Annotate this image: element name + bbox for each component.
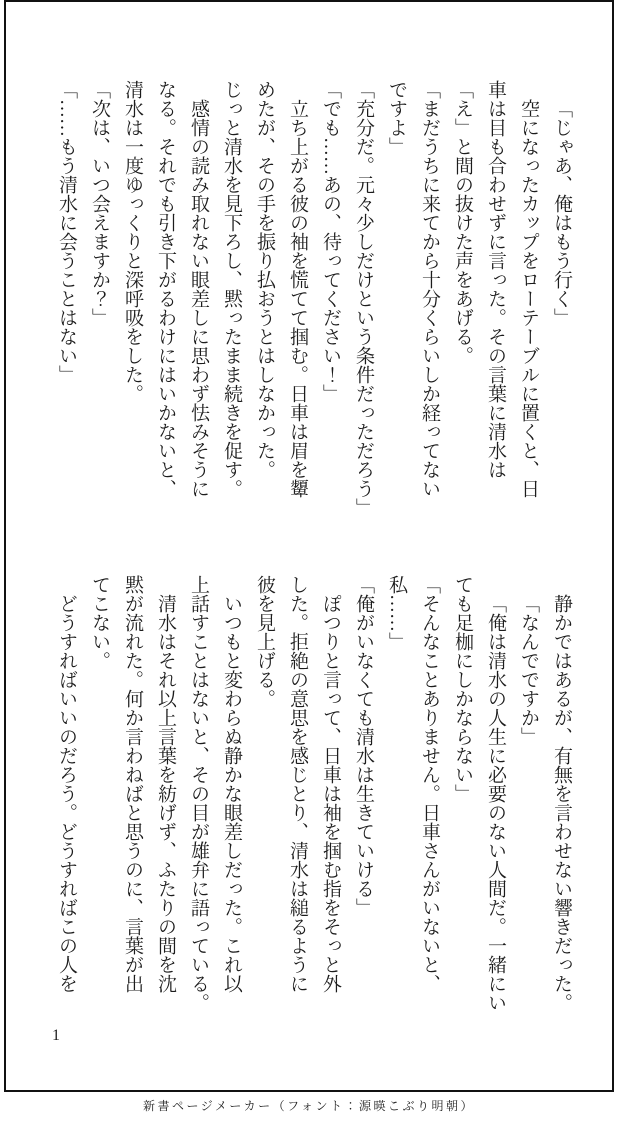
text-line: ですよ」: [386, 80, 407, 156]
text-line: 「じゃあ、俺はもう行く」: [551, 99, 572, 327]
text-line: ても足枷にしかならない」: [452, 575, 473, 803]
text-line: 感情の読み取れない眼差しに思わず怯みそうに: [188, 99, 209, 498]
text-line: 「……もう清水に会うことはない」: [56, 80, 77, 384]
text-line: 「え」と間の抜けた声をあげる。: [452, 80, 473, 365]
text-line: 車は目も合わせずに言った。その言葉に清水は: [485, 80, 506, 479]
text-line: 私……」: [386, 575, 407, 651]
text-band-bottom: [50, 575, 578, 1012]
text-line: 「なんでですか」: [518, 594, 539, 746]
text-line: した。拒絶の意思を感じとり、清水は縋るように: [287, 575, 308, 993]
text-line: めたが、その手を振り払おうとはしなかった。: [254, 80, 275, 479]
text-line: てこない。: [89, 575, 110, 670]
text-line: じっと清水を見下ろし、黙ったまま続きを促す。: [221, 80, 242, 498]
text-line: なる。それでも引き下がるわけにはいかないと、: [155, 80, 176, 498]
text-line: 「俺がいなくても清水は生きていける」: [353, 575, 374, 917]
text-line: 「そんなことありません。日車さんがいないと、: [419, 575, 440, 993]
text-line: 「次は、いつ会えますか？」: [89, 80, 110, 327]
page-number: 1: [52, 1027, 60, 1044]
text-line: 「でも……あの、待ってください！」: [320, 80, 341, 403]
text-line: ぽつりと言って、日車は袖を掴む指をそっと外: [320, 594, 341, 993]
text-line: 立ち上がる彼の袖を慌てて掴む。日車は眉を顰: [287, 99, 308, 498]
text-line: 静かではあるが、有無を言わせない響きだった。: [551, 594, 572, 1012]
text-line: 空になったカップをローテーブルに置くと、日: [518, 99, 539, 498]
text-line: 「充分だ。元々少しだけという条件だっただろう」: [353, 80, 374, 517]
text-band-top: [50, 80, 578, 517]
text-line: 清水は一度ゆっくりと深呼吸をした。: [122, 80, 143, 403]
text-line: いつもと変わらぬ静かな眼差しだった。これ以: [221, 594, 242, 993]
text-line: 「俺は清水の人生に必要のない人間だ。一緒にい: [485, 594, 506, 1012]
text-line: 「まだうちに来てから十分くらいしか経ってない: [419, 80, 440, 498]
text-line: 清水はそれ以上言葉を紡げず、ふたりの間を沈: [155, 594, 176, 993]
text-line: 黙が流れた。何か言わねばと思うのに、言葉が出: [122, 575, 143, 993]
text-line: どうすればいいのだろう。どうすればこの人を: [56, 594, 77, 993]
text-line: 彼を見上げる。: [254, 575, 275, 708]
footer-caption: 新書ページメーカー（フォント：源暎こぶり明朝）: [142, 1099, 476, 1113]
text-line: 上話すことはないと、その目が雄弁に語っている。: [188, 575, 209, 1012]
